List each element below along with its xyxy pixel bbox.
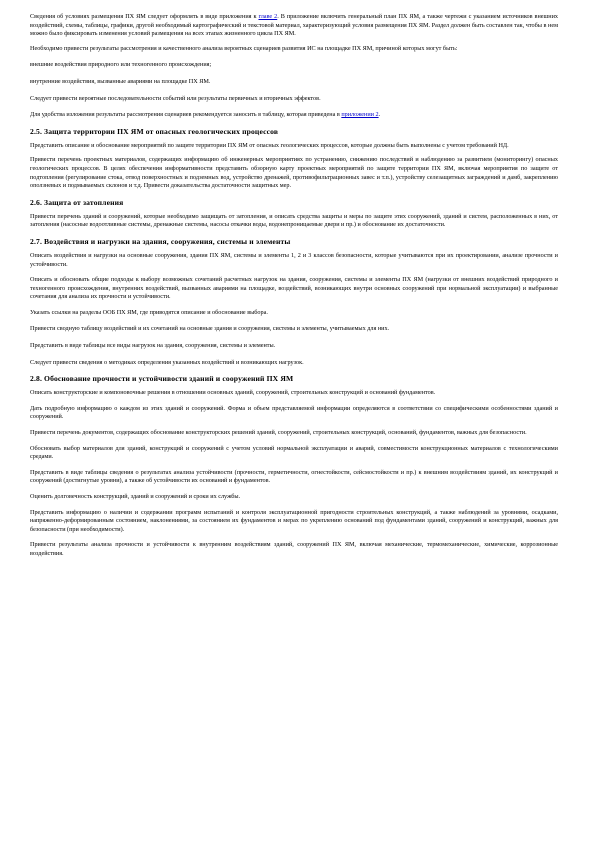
paragraph: Обосновать выбор материалов для зданий, конструкций и сооружений с учетом условий нормальной эксплуатации и аварий, совместимости конструкционных материалов с технологическими средами. (30, 444, 558, 461)
section-heading-2-8: 2.8. Обоснование прочности и устойчивости зданий и сооружений ПХ ЯМ (30, 374, 294, 384)
paragraph: Описать конструкторские и компоновочные решения в отношении основных зданий, сооружений, строительных конструкций и оснований фундаментов. (30, 389, 436, 397)
section-heading-2-7: 2.7. Воздействия и нагрузки на здания, сооружения, системы и элементы (30, 236, 291, 246)
paragraph: Необходимо привести результаты рассмотрения и качественного анализа вероятных сценариев развития ИС на площадке ПХ ЯМ, причиной которых могут быть: (30, 44, 458, 52)
paragraph: Следует привести вероятные последовательности событий или результаты первичных и вторичных эффектов. (30, 94, 321, 102)
paragraph: Представить в виде таблицы все виды нагрузок на здания, сооружения, системы и элементы. (30, 342, 276, 350)
paragraph: Описать воздействия и нагрузки на основные сооружения, здания ПХ ЯМ, системы и элементы 1, 2 и 3 классов безопасности, которые учитываются при их проектировании, анализе прочности и устойчивости. (30, 251, 558, 268)
paragraph: Привести сводную таблицу воздействий и их сочетаний на основные здания и сооружения, системы и элементы, учитываемых для них. (30, 325, 390, 333)
paragraph: Описать и обосновать общие подходы к выбору возможных сочетаний расчетных нагрузок на здания, сооружения, системы и элементы ПХ ЯМ (нагрузки от внешних воздействий природного и техногенного происхождения, внутренних воздействий, вызванных авариями на площадке, воздействий, возникающих внутри основных сооружений при нормальной эксплуатации) и выбранные сочетания для анализа их прочности и устойчивости. (30, 276, 558, 301)
paragraph: Для удобства изложения результаты рассмотрения сценариев рекомендуется заносить в таблицу, которая приведена в приложении 2. (30, 111, 381, 119)
paragraph: Указать ссылки на разделы ООБ ПХ ЯМ, где приводятся описание и обоснование выбора. (30, 308, 268, 316)
paragraph: Представить информацию о наличии и содержании программ испытаний и контроля эксплуатационной пригодности строительных конструкций, а также наблюдений за уровнями, осадками, напряженно-деформированным состоянием, наклонениями, за состоянием их фундаментов и мерах по укреплению оснований под фундаментами зданий, сооружений и конструкций, важных для безопасности (при необходимости). (30, 508, 558, 533)
link-appendix-2[interactable]: приложении 2 (341, 111, 379, 119)
paragraph: Представить в виде таблицы сведения о результатах анализа устойчивости (прочности, герметичности, огнестойкости, сейсмостойкости и пр.) к внешним воздействиям зданий, их конструкций и сооружений (достигнутые уровни), а также об устойчивости их оснований и фундаментов. (30, 468, 558, 485)
section-heading-2-6: 2.6. Защита от затопления (30, 197, 124, 207)
link-chapter-2[interactable]: главе 2 (258, 13, 278, 20)
paragraph: Привести результаты анализа прочности и устойчивости к внутренним воздействиям зданий, сооружений ПХ ЯМ, включая механические, термомеханические, химические, коррозионные воздействия. (30, 541, 558, 557)
paragraph: Оценить долговечность конструкций, зданий и сооружений и сроки их службы. (30, 493, 241, 500)
paragraph: Представить описание и обоснование мероприятий по защите территории ПХ ЯМ от опасных геологических процессов, которые должны быть выполнены с учетом требований НД. (30, 141, 509, 149)
list-item: внешние воздействия природного или техногенного происхождения; (30, 61, 212, 69)
paragraph: Следует привести сведения о методиках определения указанных воздействий и возникающих нагрузок. (30, 358, 304, 366)
paragraph: Привести перечень документов, содержащих обоснование конструкторских решений зданий, сооружений, строительных конструкций, оснований, фундаментов, важных для безопасности. (30, 429, 527, 437)
section-heading-2-5: 2.5. Защита территории ПХ ЯМ от опасных геологических процессов (30, 126, 279, 136)
paragraph: Сведения об условиях размещения ПХ ЯМ следует оформлять в виде приложения к главе 2. В приложение включить генеральный план ПХ ЯМ, а также чертежи с указанием источников внешних воздействий, схемы, таблицы, графики, другой необходимый картографический и текстовой материал, характеризующий условия размещения ПХ ЯМ. Раздел должен быть составлен так, чтобы в нем можно было фиксировать изменения условий размещения на всех этапах жизненного цикла ПХ ЯМ. (30, 13, 558, 38)
paragraph: Привести перечень проектных материалов, содержащих информацию об инженерных мероприятиях по устранению, снижению последствий и наблюдению за развитием (мониторингу) опасных геологических процессов. В целях обеспечения информативности представить обзорную карту проектных мероприятий по защите территории ПХ ЯМ, включая мероприятия по защите от подтопления (регулирование стока, отвод поверхностных и подземных вод, устройство дренажей, противофильтрационных завес и т.п.), устройству селезащитных заграждений и дамб, закреплению оползневых и подмываемых склонов и т.д. Привести доказательства достаточности защитных мер. (30, 156, 558, 190)
paragraph: Привести перечень зданий и сооружений, которые необходимо защищать от затопления, и описать средства защиты и меры по защите этих сооружений, зданий и систем, расположенных в них, от затопления (насосные водоотливные системы, дренажные системы, насосы откачки воды, водонепроницаемые двери и пр.) и обоснование их достаточности. (30, 212, 558, 229)
paragraph: Дать подробную информацию о каждом из этих зданий и сооружений. Форма и объем представляемой информации определяются в соответствии со специфическими особенностями зданий и сооружений. (30, 404, 558, 421)
list-item: внутренние воздействия, вызванные авариями на площадке ПХ ЯМ. (30, 77, 211, 85)
